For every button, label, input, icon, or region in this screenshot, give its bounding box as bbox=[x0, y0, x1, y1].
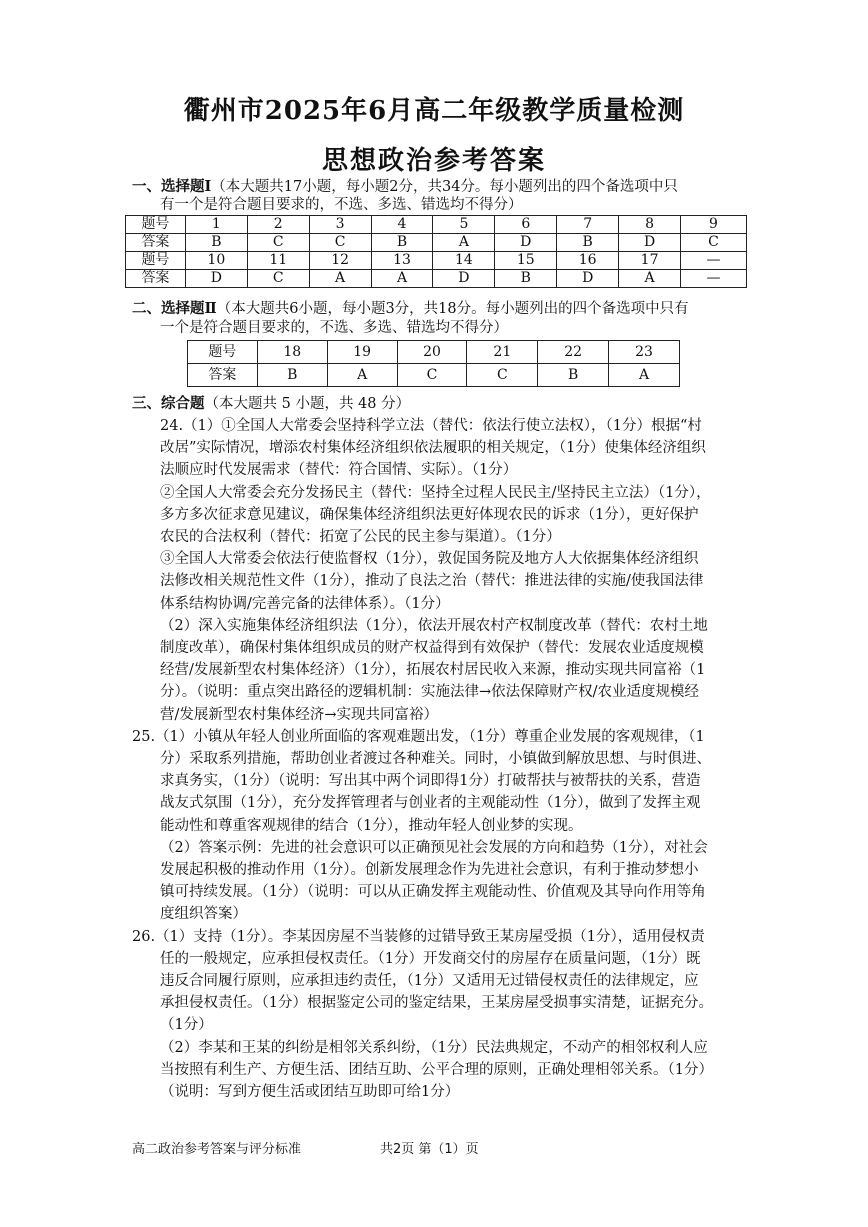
section2-heading: 二、选择题Ⅱ bbox=[132, 300, 217, 317]
question-number-cell: 9 bbox=[681, 216, 747, 234]
question-number-cell: 3 bbox=[309, 216, 371, 234]
answer-text-line: （说明：写到方便生活或团结互助即可给1分） bbox=[160, 1084, 460, 1100]
footer-page-number: 共2页 第（1）页 bbox=[380, 1142, 479, 1157]
answer-text-line: ②全国人大常委会充分发扬民主（替代：坚持全过程人民民主/坚持民主立法）（1分）， bbox=[160, 485, 711, 501]
answer-text-line: 营/发展新型农村集体经济→实现共同富裕） bbox=[160, 707, 439, 723]
footer-left: 高二政治参考答案与评分标准 bbox=[132, 1142, 302, 1157]
answer-cell: D bbox=[495, 234, 557, 252]
answer-text-line: 法修改相关规范性文件（1分），推动了良法之治（替代：推进法律的实施/使我国法律 bbox=[160, 573, 704, 589]
answer-text-line: 分）采取系列措施，帮助创业者渡过各种难关。同时，小镇做到解放思想、与时俱进、 bbox=[160, 751, 711, 767]
answer-cell: C bbox=[397, 364, 467, 387]
question-number-cell: 19 bbox=[327, 341, 397, 364]
answer-cell: C bbox=[309, 234, 371, 252]
question-number-cell: 12 bbox=[309, 252, 371, 270]
question-number-cell: 18 bbox=[257, 341, 327, 364]
answer-text-line: 24.（1）①全国人大常委会坚持科学立法（替代：依法行使立法权），（1分）根据“村 bbox=[160, 418, 702, 434]
question-number-cell: 23 bbox=[609, 341, 680, 364]
answer-text-line: 制度改革），确保村集体组织成员的财产权益得到有效保护（替代：发展农业适度规模 bbox=[160, 640, 704, 656]
page-title: 衢州市2025年6月高二年级教学质量检测 bbox=[183, 96, 685, 126]
question-number-cell: 21 bbox=[467, 341, 538, 364]
answer-text-line: 求真务实，（1分）（说明：写出其中两个词即得1分）打破帮扶与被帮扶的关系，营造 bbox=[160, 773, 701, 789]
section2-answer-table bbox=[187, 340, 680, 387]
section2-desc-line1: （本大题共6小题，每小题3分，共18分。每小题列出的四个备选项中只有 bbox=[216, 301, 689, 317]
table-row bbox=[126, 270, 747, 288]
answer-text-line: 多方多次征求意见建议，确保集体经济组织法更好体现农民的诉求（1分），更好保护 bbox=[160, 507, 699, 523]
answer-text-line: 镇可持续发展。（1分）（说明：可以从正确发挥主观能动性、价值观及其导向作用等角 bbox=[160, 884, 706, 900]
answer-cell: A bbox=[371, 270, 433, 288]
answer-cell: B bbox=[185, 234, 247, 252]
answer-text-line: 任的一般规定，应承担侵权责任。（1分）开发商交付的房屋存在质量问题，（1分）既 bbox=[160, 951, 701, 967]
question-number-cell: 6 bbox=[495, 216, 557, 234]
answer-cell: A bbox=[619, 270, 681, 288]
question-number-cell: 22 bbox=[538, 341, 609, 364]
section2-header bbox=[132, 298, 689, 320]
answer-text-line: （1分） bbox=[160, 1017, 213, 1033]
answer-text-line: 度组织答案） bbox=[160, 906, 247, 922]
section2-desc-line2: 一个是符合题目要求的，不选、多选、错选均不得分） bbox=[160, 320, 508, 336]
question-number-cell: 8 bbox=[619, 216, 681, 234]
question-number-cell: 11 bbox=[247, 252, 309, 270]
question-number-cell: 1 bbox=[185, 216, 247, 234]
answer-cell: A bbox=[309, 270, 371, 288]
question-number-cell: 15 bbox=[495, 252, 557, 270]
answer-text-line: 改居”实际情况，增添农村集体经济组织依法履职的相关规定，（1分）使集体经济组织 bbox=[160, 440, 706, 456]
table-row bbox=[188, 364, 680, 387]
section3-heading: 三、综合题 bbox=[132, 395, 205, 412]
section1-heading: 一、选择题Ⅰ bbox=[132, 178, 212, 195]
question-number-cell: 13 bbox=[371, 252, 433, 270]
question-number-cell: 7 bbox=[557, 216, 619, 234]
answer-cell: D bbox=[619, 234, 681, 252]
row-label-answer: 答案 bbox=[126, 234, 186, 252]
table-row bbox=[126, 252, 747, 270]
answer-text-line: 法顺应时代发展需求（替代：符合国情、实际）。（1分） bbox=[160, 462, 518, 478]
page-subtitle: 思想政治参考答案 bbox=[321, 146, 546, 176]
section1-desc-line2: 有一个是符合题目要求的，不选、多选、错选均不得分） bbox=[160, 197, 523, 213]
answer-cell: C bbox=[247, 270, 309, 288]
table-row bbox=[126, 216, 747, 234]
answer-text-line: 分）。（说明：重点突出路径的逻辑机制：实施法律→依法保障财产权/农业适度规模经 bbox=[160, 684, 700, 700]
question-number-cell: 14 bbox=[433, 252, 495, 270]
table-row bbox=[126, 234, 747, 252]
section3-header bbox=[132, 393, 410, 415]
question-number-cell: 5 bbox=[433, 216, 495, 234]
section1-answer-table bbox=[125, 215, 747, 288]
answer-cell: D bbox=[557, 270, 619, 288]
answer-text-line: 当按照有利生产、方便生活、团结互助、公平合理的原则，正确处理相邻关系。（1分） bbox=[160, 1062, 713, 1078]
question-number-cell: 17 bbox=[619, 252, 681, 270]
answer-text-line: 能动性和尊重客观规律的结合（1分），推动年轻人创业梦的实现。 bbox=[160, 818, 583, 834]
section1-desc-line1: （本大题共17小题，每小题2分，共34分。每小题列出的四个备选项中只 bbox=[211, 179, 678, 195]
answer-cell: — bbox=[681, 270, 747, 288]
answer-cell: B bbox=[538, 364, 609, 387]
answer-text-line: 农民的合法权利（替代：拓宽了公民的民主参与渠道）。（1分） bbox=[160, 529, 561, 545]
answer-cell: C bbox=[247, 234, 309, 252]
question-number-cell: 16 bbox=[557, 252, 619, 270]
answer-text-line: （2）李某和王某的纠纷是相邻关系纠纷，（1分）民法典规定，不动产的相邻权利人应 bbox=[160, 1040, 708, 1056]
answer-text-line: 战友式氛围（1分），充分发挥管理者与创业者的主观能动性（1分），做到了发挥主观 bbox=[160, 795, 701, 811]
row-label-question: 题号 bbox=[188, 341, 258, 364]
table-row bbox=[188, 341, 680, 364]
row-label-question: 题号 bbox=[126, 252, 186, 270]
question-number-cell: 2 bbox=[247, 216, 309, 234]
answer-cell: B bbox=[557, 234, 619, 252]
answer-cell: B bbox=[495, 270, 557, 288]
answer-text-line: 体系结构协调/完善完备的法律体系）。（1分） bbox=[160, 596, 450, 612]
answer-text-line: 承担侵权责任。（1分）根据鉴定公司的鉴定结果，王某房屋受损事实清楚，证据充分。 bbox=[160, 995, 713, 1011]
answer-text-line: 违反合同履行原则，应承担违约责任，（1分）又适用无过错侵权责任的法律规定，应 bbox=[160, 973, 699, 989]
section3-desc: （本大题共 5 小题，共 48 分） bbox=[204, 396, 411, 412]
answer-cell: A bbox=[327, 364, 397, 387]
answer-text-line: （2）深入实施集体经济组织法（1分），依法开展农村产权制度改革（替代：农村土地 bbox=[160, 618, 708, 634]
answer-text-line: 25.（1）小镇从年轻人创业所面临的客观难题出发，（1分）尊重企业发展的客观规律，（1 bbox=[132, 729, 705, 745]
answer-cell: B bbox=[257, 364, 327, 387]
question-number-cell: 20 bbox=[397, 341, 467, 364]
row-label-answer: 答案 bbox=[188, 364, 258, 387]
row-label-answer: 答案 bbox=[126, 270, 186, 288]
answer-text-line: 发展起积极的推动作用（1分）。创新发展理念作为先进社会意识，有利于推动梦想小 bbox=[160, 862, 699, 878]
answer-cell: C bbox=[467, 364, 538, 387]
answer-text-line: 26.（1）支持（1分）。李某因房屋不当装修的过错导致王某房屋受损（1分），适用侵权责 bbox=[132, 929, 705, 945]
answer-text-line: 经营/发展新型农村集体经济）（1分），拓展农村居民收入来源，推动实现共同富裕（1 bbox=[160, 662, 706, 678]
question-number-cell: 4 bbox=[371, 216, 433, 234]
answer-cell: D bbox=[433, 270, 495, 288]
question-number-cell: — bbox=[681, 252, 747, 270]
answer-cell: A bbox=[609, 364, 680, 387]
answer-text-line: ③全国人大常委会依法行使监督权（1分），敦促国务院及地方人大依据集体经济组织 bbox=[160, 551, 699, 567]
question-number-cell: 10 bbox=[185, 252, 247, 270]
row-label-question: 题号 bbox=[126, 216, 186, 234]
answer-cell: B bbox=[371, 234, 433, 252]
answer-cell: D bbox=[185, 270, 247, 288]
answer-cell: C bbox=[681, 234, 747, 252]
answer-text-line: （2）答案示例：先进的社会意识可以正确预见社会发展的方向和趋势（1分），对社会 bbox=[160, 840, 708, 856]
answer-cell: A bbox=[433, 234, 495, 252]
